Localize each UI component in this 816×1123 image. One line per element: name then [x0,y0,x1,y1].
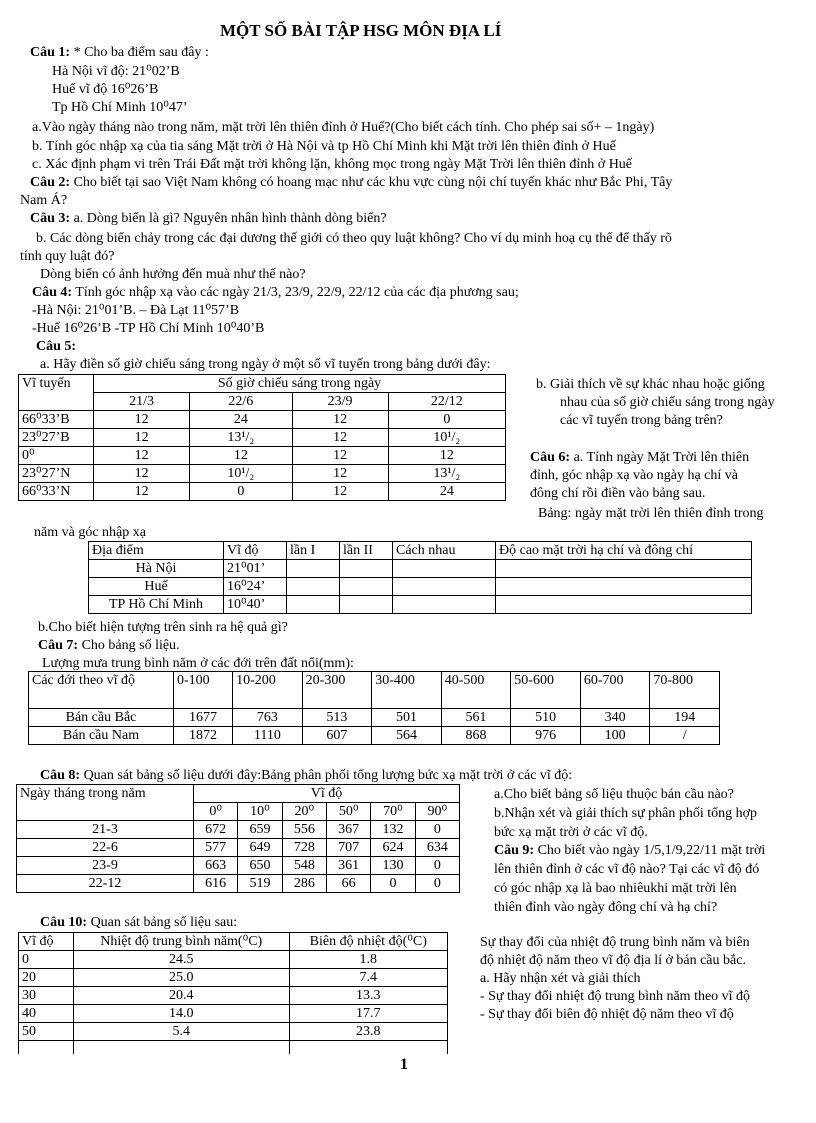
question-10-label: Câu 10: [40,915,88,930]
q10-right-line-2: độ nhiệt độ năm theo vĩ độ địa lí ở bán cầu bắc. [480,953,746,968]
table-cell: 66 [326,875,370,893]
question-2-line-1: Câu 2: Cho biết tại sao Việt Nam không có hoang mạc như các khu vực cùng nội chí tuyến khác như Bắc Phi, Tây [30,175,673,190]
table-header: lần II [340,542,393,560]
table-cell: 66⁰33’N [19,483,94,501]
q1-point-hue: Huế vĩ độ 16⁰26’B [52,82,159,97]
table-cell [496,596,752,614]
page-title: MỘT SỐ BÀI TẬP HSG MÔN ĐỊA LÍ [220,21,502,40]
table-cell: 30 [19,987,74,1005]
table-cell: 12 [292,447,388,465]
table-header: Vĩ độ [194,785,460,803]
q1-part-b: b. Tính góc nhập xạ của tia sáng Mặt trời ở Hà Nội và tp Hồ Chí Minh khi Mặt trời lên thiên đỉnh ở Huế [32,139,616,154]
table-cell: 13¹/₂ [190,429,292,447]
table-cell: 14.0 [74,1005,290,1023]
table-cell: 607 [302,727,372,745]
table-cell: 12 [190,447,292,465]
table-cell: 1677 [174,709,233,727]
table-cell: 0 [371,875,415,893]
q3-part-c: Dòng biển có ảnh hưởng đến muà như thế nào? [40,267,306,282]
table-header: 0⁰ [194,803,238,821]
table-row [19,1041,448,1055]
table-cell [340,578,393,596]
table-cell: 12 [292,483,388,501]
table-cell [496,578,752,596]
table-cell: 513 [302,709,372,727]
q3-part-b-line-1: b. Các dòng biển chảy trong các đại dương thế giới có theo quy luật không? Cho ví dụ minh hoạ cụ thể để thấy rõ [36,231,672,246]
table-header: 0-100 [174,672,233,709]
daylight-hours-table [18,374,506,501]
table-header: 22/6 [190,393,292,411]
table-header: Độ cao mặt trời hạ chí và đông chí [496,542,752,560]
table-cell [340,560,393,578]
table-cell: 649 [238,839,282,857]
question-8-label: Câu 8: [40,768,81,783]
table-cell: 12 [94,465,190,483]
rainfall-table [28,671,720,745]
table-cell [393,578,496,596]
table-cell: Huế [89,578,224,596]
table-cell [393,596,496,614]
temperature-table [18,932,448,1054]
table-cell: 577 [194,839,238,857]
table-row [19,483,506,501]
q6-line-3: đông chí rồi điền vào bảng sau. [530,486,706,501]
table-cell: 12 [292,429,388,447]
table-cell: 634 [415,839,459,857]
table-header: 30-400 [372,672,442,709]
page-number: 1 [400,1056,408,1073]
table-header: Nhiệt độ trung bình năm(⁰C) [74,933,290,951]
table-cell [287,560,340,578]
table-header: Biên độ nhiệt độ(⁰C) [289,933,447,951]
question-8-text: Câu 8: Quan sát bảng số liệu dưới đây:Bảng phân phối tổng lượng bức xạ mặt trời ở các vĩ độ: [40,768,573,783]
table-row [89,578,752,596]
table-cell: 0 [415,857,459,875]
table-cell: 12 [94,447,190,465]
table-cell: 663 [194,857,238,875]
table-cell: 13¹/₂ [388,465,505,483]
table-cell: 340 [580,709,650,727]
table-cell: 0 [415,875,459,893]
table-row [17,821,460,839]
table-row [29,709,720,727]
table-row [89,596,752,614]
q1-point-hanoi: Hà Nội vĩ độ: 21⁰02’B [52,64,180,79]
table-cell: TP Hồ Chí Minh [89,596,224,614]
table-cell [496,560,752,578]
table-cell: 361 [326,857,370,875]
table-header: lần I [287,542,340,560]
table-row [17,839,460,857]
q10-right-line-1: Sự thay đổi của nhiệt độ trung bình năm và biên [480,935,750,950]
table-cell: 763 [233,709,303,727]
table-header: 50-600 [511,672,581,709]
question-1-label: Câu 1: [30,45,71,60]
table-cell: 23.8 [289,1023,447,1041]
table-header: Vĩ độ [224,542,287,560]
table-row [89,560,752,578]
table-cell: 728 [282,839,326,857]
table-header: 40-500 [441,672,511,709]
table-cell: 5.4 [74,1023,290,1041]
question-5-label: Câu 5: [36,339,77,354]
table-cell: 624 [371,839,415,857]
q10-right-line-4: - Sự thay đổi nhiệt độ trung bình năm theo vĩ độ [480,989,751,1004]
question-3-label: Câu 3: [30,211,71,226]
table-cell: 21⁰01’ [224,560,287,578]
q5-part-a: a. Hãy điền số giờ chiếu sáng trong ngày ở một số vĩ tuyến trong bảng dưới đây: [40,357,491,372]
table-header: Ngày tháng trong năm [17,785,194,821]
table-header: Các đới theo vĩ độ [29,672,174,709]
q3-part-b-line-2: tính quy luật đó? [20,249,115,264]
table-cell: 561 [441,709,511,727]
table-header: Số giờ chiếu sáng trong ngày [94,375,506,393]
table-cell: 24 [190,411,292,429]
q6-line-4: Bảng: ngày mặt trời lên thiên đỉnh trong [538,506,764,521]
table-row [19,987,448,1005]
question-2-label: Câu 2: [30,175,71,190]
q5-part-b-line-2: nhau của số giờ chiếu sáng trong ngày [560,395,775,410]
table-cell: 10⁰40’ [224,596,287,614]
q7-table-caption: Lượng mưa trung bình năm ở các đới trên đất nổi(mm): [42,656,354,671]
table-row [19,1005,448,1023]
table-cell: 0⁰ [19,447,94,465]
q1-point-hcm: Tp Hồ Chí Minh 10⁰47’ [52,100,188,115]
table-row [17,875,460,893]
table-cell: 24 [388,483,505,501]
table-cell [287,578,340,596]
table-row [19,465,506,483]
table-header: Vĩ độ [19,933,74,951]
question-9-label: Câu 9: [494,843,535,858]
table-row [29,727,720,745]
q8-part-b-line-2: bức xạ mặt trời ở các vĩ độ. [494,825,648,840]
table-header: 70⁰ [371,803,415,821]
table-cell: 13.3 [289,987,447,1005]
table-cell: 1872 [174,727,233,745]
table-cell: 20 [19,969,74,987]
table-cell: 1110 [233,727,303,745]
q1-part-c: c. Xác định phạm vi trên Trái Đất mặt trời không lặn, không mọc trong ngày Mặt Trời lên thiên đỉnh ở Huế [32,157,633,172]
table-header: 70-800 [650,672,720,709]
table-row [19,1023,448,1041]
question-7-text: Câu 7: Cho bảng số liệu. [38,638,180,653]
table-cell: 7.4 [289,969,447,987]
table-cell: 50 [19,1023,74,1041]
table-cell: 194 [650,709,720,727]
table-cell: 100 [580,727,650,745]
q8-part-b-line-1: b.Nhận xét và giải thích sự phân phối tổng hợp [494,806,758,821]
table-header: 10-200 [233,672,303,709]
table-cell: 286 [282,875,326,893]
table-header: 10⁰ [238,803,282,821]
table-cell: 0 [388,411,505,429]
table-cell: 132 [371,821,415,839]
table-header: Vĩ tuyến [19,375,94,411]
q5-part-b-line-1: b. Giải thích về sự khác nhau hoặc giống [536,377,765,392]
table-cell: 510 [511,709,581,727]
table-cell: / [650,727,720,745]
table-cell: 17.7 [289,1005,447,1023]
table-header: 90⁰ [415,803,459,821]
table-header: 22/12 [388,393,505,411]
question-2-line-2: Nam Á? [20,193,68,208]
table-cell: 501 [372,709,442,727]
table-cell [287,596,340,614]
table-row [19,969,448,987]
table-cell: Bán cầu Bắc [29,709,174,727]
question-1-intro: Câu 1: * Cho ba điểm sau đây : [30,45,209,60]
table-cell [289,1041,447,1055]
table-cell: 23-9 [17,857,194,875]
question-4-label: Câu 4: [32,285,73,300]
table-cell: 12 [94,483,190,501]
question-4-text: Câu 4: Tính góc nhập xạ vào các ngày 21/3, 23/9, 22/9, 22/12 của các địa phương sau; [32,285,519,300]
table-cell: 12 [94,429,190,447]
table-cell: 0 [415,821,459,839]
table-row [19,933,448,951]
radiation-table [16,784,460,893]
table-cell: 12 [292,465,388,483]
table-cell: 616 [194,875,238,893]
table-header: 50⁰ [326,803,370,821]
table-cell: 0 [190,483,292,501]
q1-part-a: a.Vào ngày tháng nào trong năm, mặt trời lên thiên đỉnh ở Huế?(Cho biết cách tính. Cho phép sai số+ – 1ngày) [32,120,655,135]
table-cell: 868 [441,727,511,745]
table-cell: 22-6 [17,839,194,857]
table-header: Cách nhau [393,542,496,560]
table-cell: 16⁰24’ [224,578,287,596]
question-9-line-1: Câu 9: Cho biết vào ngày 1/5,1/9,22/11 mặt trời [494,843,766,858]
table-cell: 12 [388,447,505,465]
table-row [19,411,506,429]
table-cell: 548 [282,857,326,875]
question-7-label: Câu 7: [38,638,79,653]
table-header: 21/3 [94,393,190,411]
question-10-text: Câu 10: Quan sát bảng số liệu sau: [40,915,238,930]
table-header: 60-700 [580,672,650,709]
q4-location-line-1: -Hà Nội: 21⁰01’B. – Đà Lạt 11⁰57’B [32,303,240,318]
table-cell: 24.5 [74,951,290,969]
q10-right-line-3: a. Hãy nhận xét và giải thích [480,971,641,986]
table-cell: 650 [238,857,282,875]
table-cell: 66⁰33’B [19,411,94,429]
table-cell: 10¹/₂ [388,429,505,447]
q9-line-4: thiên đỉnh vào ngày đông chí và hạ chí? [494,900,718,915]
table-cell: 130 [371,857,415,875]
table-cell: 23⁰27’B [19,429,94,447]
temperature-table-clip [18,932,450,1054]
q9-line-2: lên thiên đỉnh ở các vĩ độ nào? Tại các vĩ độ đó [494,862,760,877]
q6-part-b: b.Cho biết hiện tượng trên sinh ra hệ quả gì? [38,620,288,635]
table-cell: 564 [372,727,442,745]
q5-part-b-line-3: các vĩ tuyến trong bảng trên? [560,413,723,428]
table-cell: 707 [326,839,370,857]
table-cell: 659 [238,821,282,839]
table-cell: 25.0 [74,969,290,987]
table-cell: 556 [282,821,326,839]
table-cell [74,1041,290,1055]
table-cell: 23⁰27’N [19,465,94,483]
table-cell: Hà Nội [89,560,224,578]
question-6-line-1: Câu 6: a. Tính ngày Mặt Trời lên thiên [530,450,750,465]
table-header: 20-300 [302,672,372,709]
q8-part-a: a.Cho biết bảng số liệu thuộc bán cầu nào? [494,787,734,802]
table-header: 20⁰ [282,803,326,821]
table-cell: 672 [194,821,238,839]
table-row [19,375,506,393]
zenith-sun-table [88,541,752,614]
table-cell: 40 [19,1005,74,1023]
table-cell: 22-12 [17,875,194,893]
table-row [17,785,460,803]
q6-line-2: đỉnh, góc nhập xạ vào ngày hạ chí và [530,468,738,483]
table-cell: 12 [94,411,190,429]
question-3-part-a: Câu 3: a. Dòng biển là gì? Nguyên nhân hình thành dòng biển? [30,211,387,226]
table-cell [19,1041,74,1055]
q10-right-line-5: - Sự thay đổi biên độ nhiệt độ năm theo vĩ độ [480,1007,734,1022]
table-row [17,857,460,875]
table-cell: 976 [511,727,581,745]
table-header: 23/9 [292,393,388,411]
table-header: Địa điểm [89,542,224,560]
table-row [89,542,752,560]
q4-location-line-2: -Huế 16⁰26’B -TP Hồ Chí Minh 10⁰40’B [32,321,265,336]
table-cell: 0 [19,951,74,969]
q6-line-5: năm và góc nhập xạ [34,525,146,540]
table-cell [340,596,393,614]
table-cell: 367 [326,821,370,839]
table-cell: 519 [238,875,282,893]
table-row [19,951,448,969]
table-cell: 20.4 [74,987,290,1005]
table-cell: 12 [292,411,388,429]
q9-line-3: có góc nhập xạ là bao nhiêukhi mặt trời lên [494,881,737,896]
table-cell: 21-3 [17,821,194,839]
table-cell: 1.8 [289,951,447,969]
table-cell: 10¹/₂ [190,465,292,483]
table-row [19,447,506,465]
table-row [29,672,720,709]
table-cell: Bán cầu Nam [29,727,174,745]
question-6-label: Câu 6: [530,450,571,465]
table-cell [393,560,496,578]
table-row [19,429,506,447]
